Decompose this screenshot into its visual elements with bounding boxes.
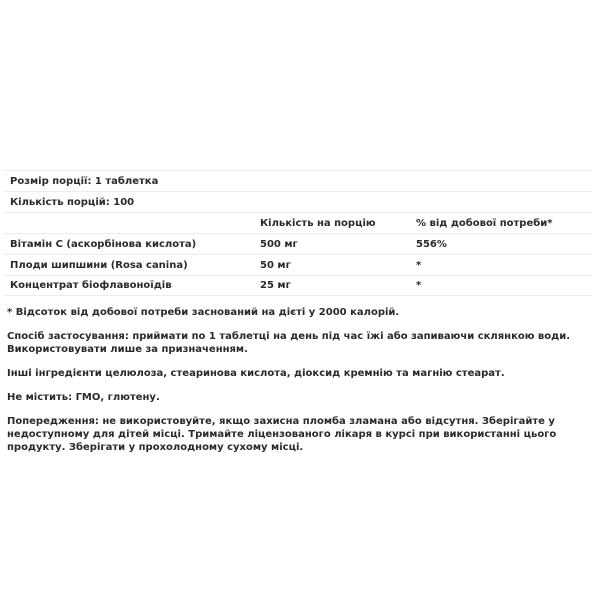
- usage-instructions: Спосіб застосування: приймати по 1 таблетці на день під час їжі або запиваючи склянкою води. Використовувати лише за призначенням.: [7, 331, 571, 355]
- header-amount: Кількість на порцію: [260, 217, 376, 229]
- free-from: Не містить: ГМО, глютену.: [7, 392, 160, 403]
- ingredient-amount: 50 мг: [260, 259, 291, 271]
- ingredient-daily-value: *: [416, 259, 422, 271]
- ingredient-name: Вітамін С (аскорбінова кислота): [10, 238, 197, 250]
- ingredient-amount: 25 мг: [260, 280, 291, 291]
- ingredient-daily-value: 556%: [416, 238, 447, 250]
- table-row: [4, 254, 592, 275]
- servings-count-row: [4, 191, 592, 212]
- product-notes: [7, 306, 593, 465]
- ingredient-amount: 500 мг: [260, 238, 298, 250]
- supplement-facts-table: [4, 170, 592, 296]
- table-row: [4, 233, 592, 254]
- warning: Попередження: не використовуйте, якщо захисна пломба зламана або відсутня. Зберігайте у недоступному для дітей місці. Тримайте ліцензованого лікаря в курсі при використанні цього продукту. Зберігати у прохолодному сухому місці.: [7, 416, 557, 453]
- serving-size-row: [4, 170, 592, 191]
- daily-value-footnote: * Відсоток від добової потреби заснований на дієті у 2000 калорій.: [7, 307, 400, 318]
- table-row: [4, 275, 592, 296]
- ingredient-name: Концентрат біофлавоноїдів: [10, 280, 172, 291]
- serving-size-label: Розмір порції: 1 таблетка: [10, 175, 159, 187]
- table-header-row: [4, 212, 592, 233]
- other-ingredients: Інші інгредієнти целюлоза, стеаринова кислота, діоксид кремнію та магнію стеарат.: [7, 368, 505, 379]
- ingredient-name: Плоди шипшини (Rosa canina): [10, 259, 188, 271]
- header-daily-value: % від добової потреби*: [416, 217, 553, 229]
- ingredient-daily-value: *: [416, 280, 422, 291]
- servings-count-label: Кількість порцій: 100: [10, 196, 135, 208]
